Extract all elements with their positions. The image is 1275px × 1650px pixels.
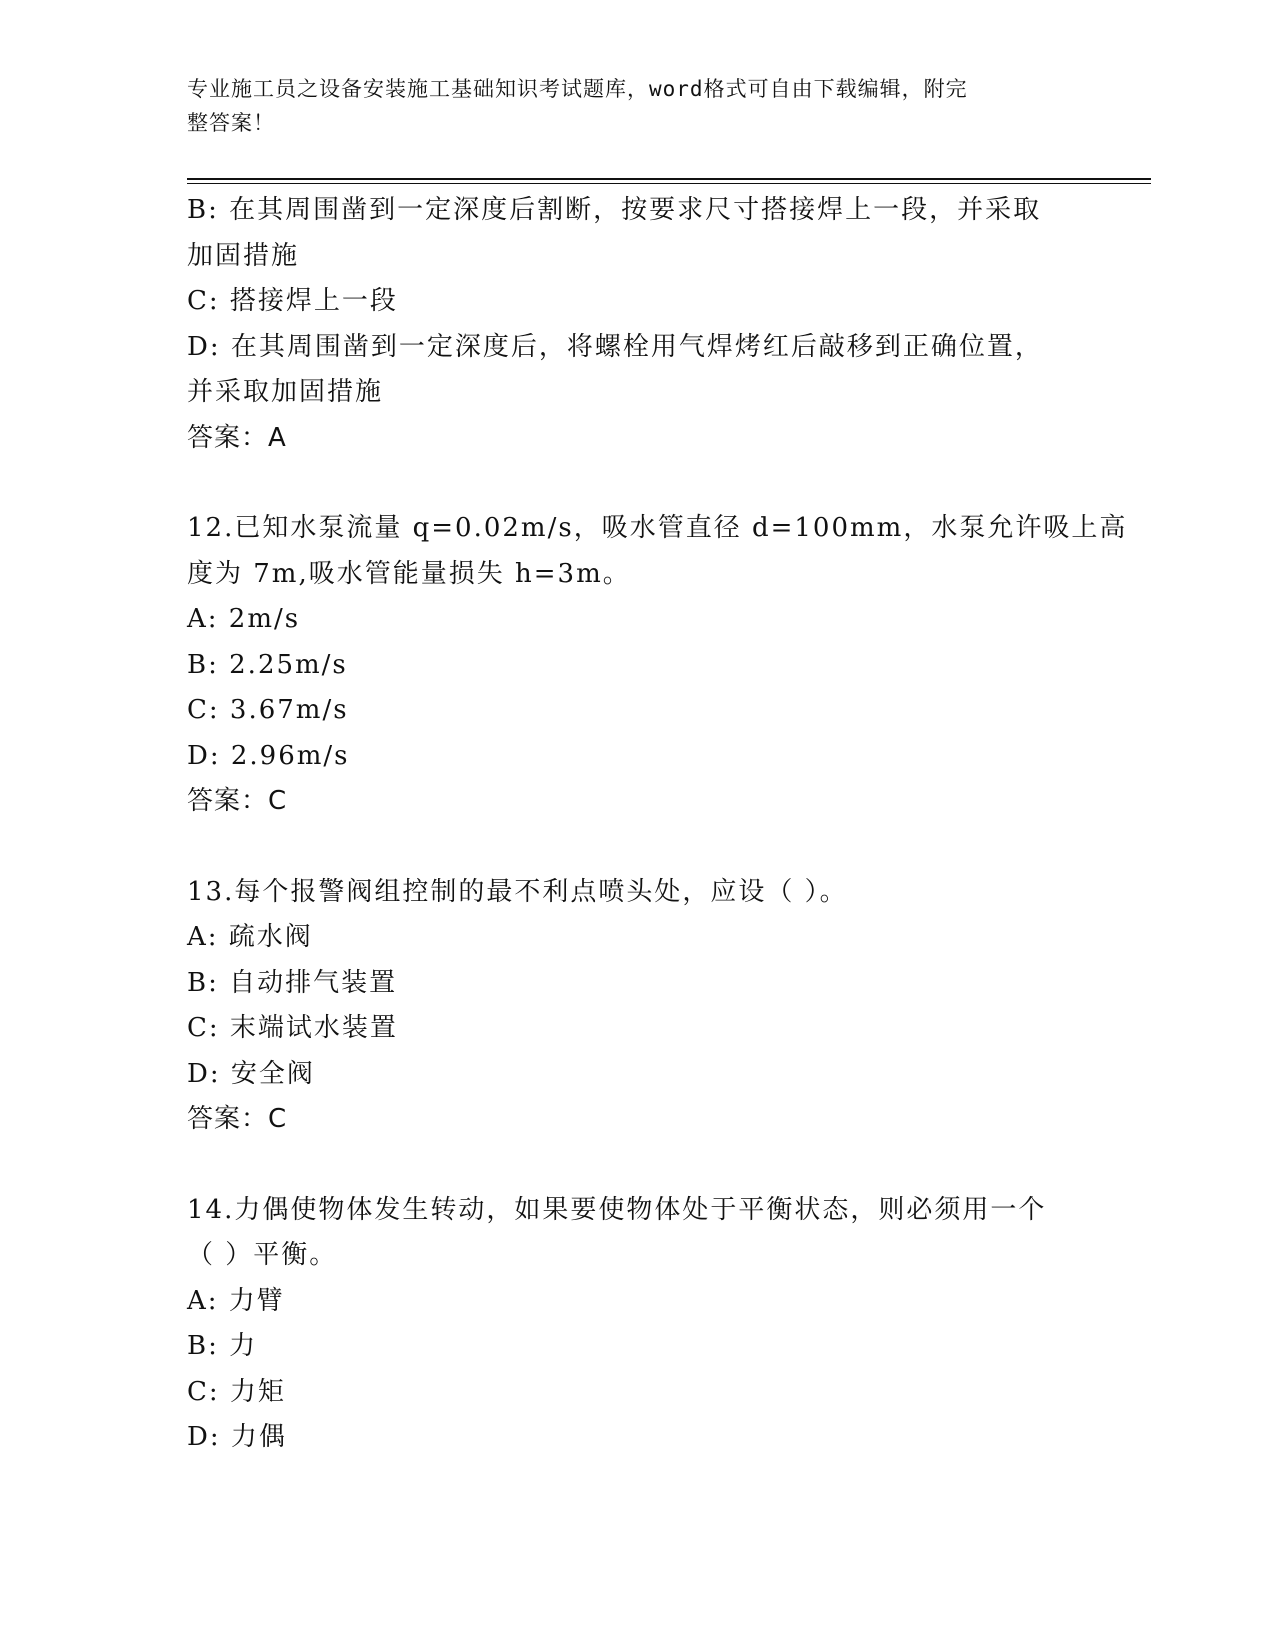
question-14 <box>187 1188 1087 1461</box>
header-rule-thin <box>187 183 1151 184</box>
question-11-tail <box>187 188 1087 461</box>
answer: 答案：C <box>187 786 288 816</box>
option-a: A: 疏水阀 <box>187 922 313 952</box>
option-d: D: 2.96m/s <box>187 740 350 771</box>
spacer <box>187 825 1087 870</box>
option-d-line-2: 并采取加固措施 <box>187 377 384 407</box>
option-c: C: 力矩 <box>187 1376 286 1407</box>
header-line-1: 专业施工员之设备安装施工基础知识考试题库，word格式可自由下载编辑，附完 <box>187 77 968 101</box>
option-c: C: 3.67m/s <box>187 695 349 725</box>
spacer <box>187 461 1087 506</box>
question-stem-line-1: 13.每个报警阀组控制的最不利点喷头处，应设（ ）。 <box>187 876 848 907</box>
answer: 答案：C <box>187 1104 288 1134</box>
question-13 <box>187 870 1087 1143</box>
header-rule-thick <box>187 178 1151 180</box>
question-stem-line-2: （ ）平衡。 <box>187 1240 338 1270</box>
option-a: A: 2m/s <box>187 604 301 634</box>
option-b: B: 自动排气装置 <box>187 967 398 998</box>
document-body <box>187 188 1128 1461</box>
question-stem-line-1: 12.已知水泵流量 q=0.02m/s，吸水管直径 d=100mm，水泵允许吸上高 <box>187 513 1128 543</box>
option-b: B: 2.25m/s <box>187 649 348 680</box>
option-a: A: 力臂 <box>187 1285 285 1316</box>
option-d: D: 安全阀 <box>187 1058 315 1089</box>
question-stem-line-2: 度为 7m,吸水管能量损失 h=3m。 <box>187 558 631 589</box>
option-c: C: 搭接焊上一段 <box>187 286 398 316</box>
header-line-2: 整答案！ <box>187 111 275 135</box>
option-b: B: 力 <box>187 1331 258 1361</box>
option-b-line-1: B: 在其周围凿到一定深度后割断，按要求尺寸搭接焊上一段，并采取 <box>187 195 1042 225</box>
answer: 答案：A <box>187 422 287 453</box>
spacer <box>187 1143 1087 1188</box>
option-c: C: 末端试水装置 <box>187 1013 398 1043</box>
question-stem-line-1: 14.力偶使物体发生转动，如果要使物体处于平衡状态，则必须用一个 <box>187 1194 1047 1225</box>
option-d: D: 力偶 <box>187 1422 287 1452</box>
option-b-line-2: 加固措施 <box>187 240 300 271</box>
question-12 <box>187 506 1128 825</box>
option-d-line-1: D: 在其周围凿到一定深度后，将螺栓用气焊烤红后敲移到正确位置， <box>187 331 1043 362</box>
document-header <box>187 72 1067 140</box>
